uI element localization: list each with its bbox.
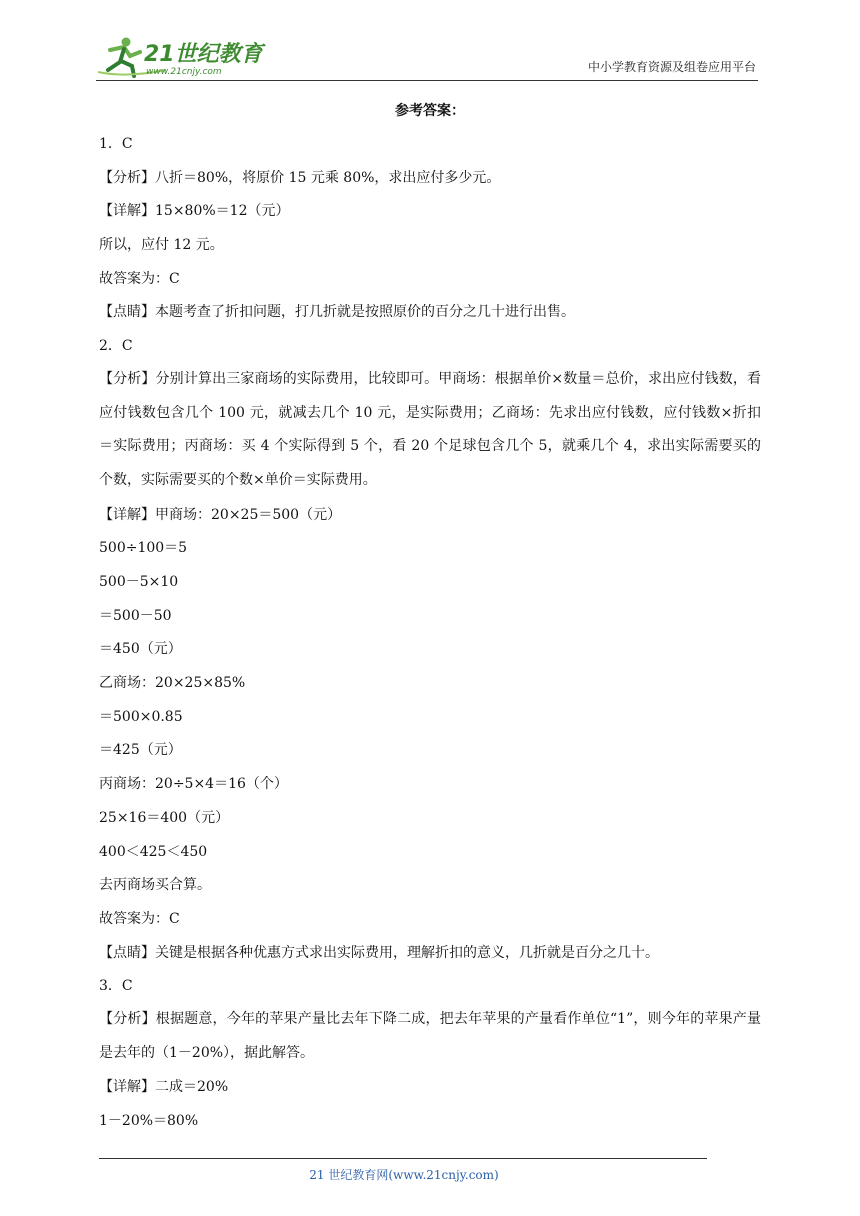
- answer-line: 【点睛】关键是根据各种优惠方式求出实际费用，理解折扣的意义，几折就是百分之几十。: [99, 944, 659, 961]
- answer-content: [99, 98, 761, 1142]
- answer-line: 去丙商场买合算。: [99, 877, 211, 894]
- footer-divider: [99, 1158, 707, 1159]
- answer-line: ＝500×0.85: [99, 708, 183, 725]
- page-header: [96, 32, 758, 81]
- answer-line: 【点睛】本题考查了折扣问题，打几折就是按照原价的百分之几十进行出售。: [99, 304, 575, 321]
- answer-line: ＝425（元）: [99, 742, 182, 759]
- page-title: 参考答案：: [395, 103, 465, 119]
- page-footer: 21 世纪教育网(www.21cnjy.com): [309, 1168, 499, 1182]
- logo-url: www.21cnjy.com: [146, 67, 222, 77]
- answer-line: 【详解】15×80%＝12（元）: [99, 203, 290, 220]
- answer-line: 2．C: [99, 338, 133, 355]
- answer-line: 乙商场：20×25×85%: [99, 675, 246, 692]
- answer-line: ＝500－50: [99, 607, 172, 624]
- logo-text: 21世纪教育: [144, 42, 263, 67]
- site-logo: [96, 34, 266, 78]
- answer-line: 丙商场：20÷5×4＝16（个）: [99, 776, 288, 793]
- answer-line: 【详解】甲商场：20×25＝500（元）: [99, 506, 342, 523]
- answer-line: 500－5×10: [99, 574, 179, 590]
- answer-paragraph: 【分析】分别计算出三家商场的实际费用，比较即可。甲商场：根据单价×数量＝总价，求出应付钱数，看应付钱数包含几个 100 元，就减去几个 10 元，是实际费用；乙商场：先求出应付钱数，应付钱数×折扣＝实际费用；丙商场：买 4 个实际得到 5 个，看 20 个足球包含几个 5，就乘几个 4，求出实际需要买的个数，实际需要买的个数×单价＝实际费用。: [99, 370, 761, 488]
- answer-line: 故答案为：C: [99, 270, 180, 287]
- answer-line: 400＜425＜450: [99, 843, 208, 860]
- answer-line: 1－20%＝80%: [99, 1113, 199, 1130]
- answer-paragraph: 【分析】根据题意，今年的苹果产量比去年下降二成，把去年苹果的产量看作单位“1”，则今年的苹果产量是去年的（1－20%），据此解答。: [99, 1010, 761, 1061]
- answer-line: 1．C: [99, 136, 133, 152]
- answer-line: 【分析】八折＝80%，将原价 15 元乘 80%，求出应付多少元。: [99, 169, 501, 186]
- answer-line: 25×16＝400（元）: [99, 809, 230, 826]
- answer-line: 所以，应付 12 元。: [99, 237, 224, 254]
- answer-line: 【详解】二成＝20%: [99, 1079, 229, 1096]
- answer-line: ＝450（元）: [99, 641, 182, 658]
- answer-line: 3．C: [99, 978, 133, 995]
- answer-line: 500÷100＝5: [99, 540, 188, 557]
- header-platform-text: 中小学教育资源及组卷应用平台: [587, 60, 756, 74]
- answer-line: 故答案为：C: [99, 910, 180, 927]
